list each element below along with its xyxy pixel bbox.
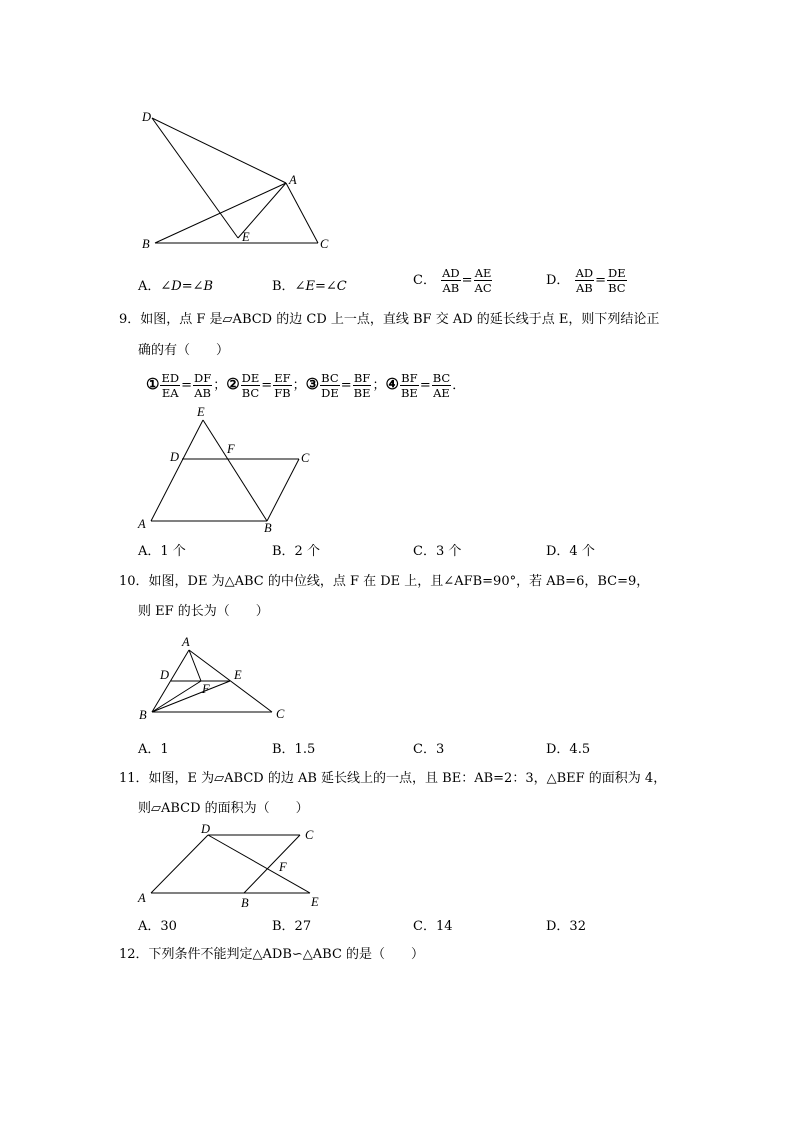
q9-mark-1: ① xyxy=(146,375,160,393)
q11-option-d[interactable]: D．32 xyxy=(546,919,586,934)
q10-stem-line2: 则 EF 的长为（ ） xyxy=(138,604,269,619)
q9-mark-4: ④ xyxy=(385,375,399,393)
q9-stem-line1: 9．如图，点 F 是▱ABCD 的边 CD 上一点，直线 BF 交 AD 的延长线于点 E，则下列结论正 xyxy=(119,312,660,327)
q9-mark-2: ② xyxy=(226,375,240,393)
fraction: $\frac{DE}{BC}$ xyxy=(608,266,626,295)
q10-stem-line1: 10．如图，DE 为△ABC 的中位线，点 F 在 DE 上，且∠AFB=90°，若 AB=6，BC=9， xyxy=(119,574,650,589)
q11-option-c[interactable]: C．14 xyxy=(413,919,453,934)
label-B: B xyxy=(139,708,147,722)
fraction: $\frac{AD}{AB}$ xyxy=(442,266,460,295)
segment-DA xyxy=(152,118,286,183)
label-B: B xyxy=(142,237,150,251)
label-C: C xyxy=(320,237,329,251)
label-F: F xyxy=(227,442,235,456)
fraction: $\frac{AE}{AC}$ xyxy=(474,266,492,295)
label-B: B xyxy=(264,521,272,535)
segment-BA xyxy=(155,183,286,243)
label-E: E xyxy=(234,668,242,682)
figure-q9 xyxy=(135,405,325,535)
q8-option-a[interactable]: A．∠D=∠B xyxy=(138,279,214,294)
fraction: $\frac{AD}{AB}$ xyxy=(575,266,594,295)
label-A: A xyxy=(182,635,190,649)
label-B: B xyxy=(241,896,249,910)
q8-option-c[interactable]: C． $\frac{AD}{AB}$ = $\frac{AE}{AC}$ xyxy=(413,266,492,295)
label-D: D xyxy=(170,450,180,464)
q9-option-d[interactable]: D．4 个 xyxy=(546,544,595,559)
label-F: F xyxy=(279,860,287,874)
segment-AD xyxy=(151,835,208,893)
q11-stem-line1: 11．如图，E 为▱ABCD 的边 AB 延长线上的一点，且 BE：AB=2：3，△BEF 的面积为 4， xyxy=(119,771,667,786)
label-D: D xyxy=(160,668,170,682)
label-E: E xyxy=(311,895,319,909)
segment-DE xyxy=(152,118,238,238)
q9-stem-line2: 确的有（ ） xyxy=(138,343,230,358)
segment-CB xyxy=(244,835,300,893)
q9-option-a[interactable]: A．1 个 xyxy=(138,544,186,559)
figure-q8 xyxy=(135,105,345,255)
q10-option-b[interactable]: B．1.5 xyxy=(272,742,316,757)
figure-q10 xyxy=(135,632,295,724)
label-A: A xyxy=(138,517,146,531)
q8-option-b[interactable]: B．∠E=∠C xyxy=(272,279,347,294)
q11-stem-line2: 则▱ABCD 的面积为（ ） xyxy=(138,801,309,816)
segment-BE xyxy=(152,681,230,712)
label-C: C xyxy=(276,707,285,721)
label-C: C xyxy=(305,828,314,842)
label-E: E xyxy=(242,230,250,244)
q8-option-d[interactable]: D． $\frac{AD}{AB}$ = $\frac{DE}{BC}$ xyxy=(546,266,626,295)
q11-option-b[interactable]: B．27 xyxy=(272,919,312,934)
segment-AC xyxy=(286,183,318,243)
label-C: C xyxy=(301,451,310,465)
q9-option-c[interactable]: C．3 个 xyxy=(413,544,462,559)
label-D: D xyxy=(201,822,211,836)
q10-option-d[interactable]: D．4.5 xyxy=(546,742,591,757)
segment-BF xyxy=(152,681,201,712)
q9-option-b[interactable]: B．2 个 xyxy=(272,544,320,559)
q12-stem-line1: 12．下列条件不能判定△ADB∽△ABC 的是（ ） xyxy=(119,947,425,962)
segment-EB xyxy=(203,420,267,521)
q9-conclusions: ① $\frac{ED}{EA}$ = $\frac{DF}{AB}$ ；② $\frac{DE}{BC}$ = $\frac{EF}{FB}$ ；③ $\frac{BC}{DE}$ = $\frac{BF}{BE}$ ；④ $\frac{BF}{BE}$ = $\frac{BC}{AE}$ ． xyxy=(146,371,466,400)
segment-CB xyxy=(267,459,299,521)
q10-option-c[interactable]: C．3 xyxy=(413,742,445,757)
q9-mark-3: ③ xyxy=(305,375,320,393)
segment-AE xyxy=(151,420,203,521)
label-F: F xyxy=(202,682,210,696)
label-A: A xyxy=(138,891,146,905)
figure-q11 xyxy=(135,820,335,912)
q10-option-a[interactable]: A．1 xyxy=(138,742,169,757)
q11-option-a[interactable]: A．30 xyxy=(138,919,177,934)
label-D: D xyxy=(142,110,152,124)
label-E: E xyxy=(197,405,205,419)
label-A: A xyxy=(289,173,297,187)
segment-DE xyxy=(208,835,310,893)
